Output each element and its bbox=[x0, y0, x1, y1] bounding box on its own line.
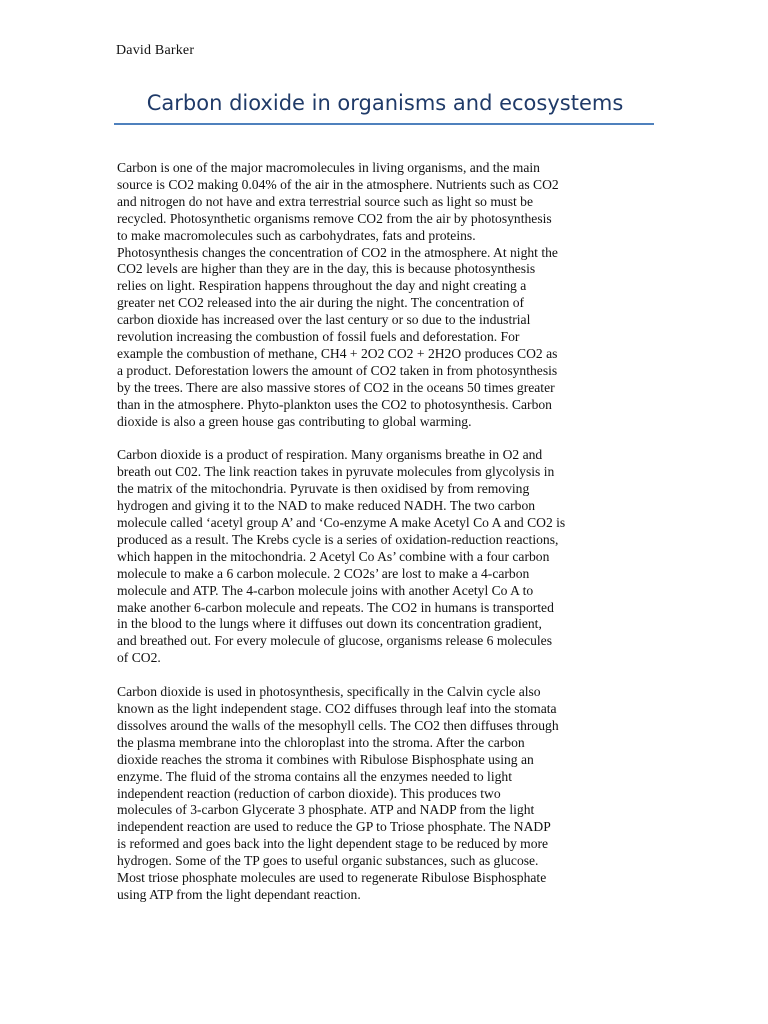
paragraph-respiration: Carbon dioxide is a product of respiration. Many organisms breathe in O2 and breath out C02. The link reaction takes in pyruvate molecules from glycolysis in the matrix of the mitochondria. Pyruvate is then oxidised by from removing hydrogen and giving it to the NAD to make reduced NADH. The two carbon molecule called ‘acetyl group A’ and ‘Co-enzyme A make Acetyl Co A and CO2 is produced as a result. The Krebs cycle is a series of oxidation-reduction reactions, which happen in the mitochondria. 2 Acetyl Co As’ combine with a four carbon molecule to make a 6 carbon molecule. 2 CO2s’ are lost to make a 4-carbon molecule and ATP. The 4-carbon molecule joins with another Acetyl Co A to make another 6-carbon molecule and repeats. The CO2 in humans is transported in the blood to the lungs where it diffuses out down its concentration gradient, and breathed out. For every molecule of glucose, organisms release 6 molecules of CO2. bbox=[117, 447, 566, 666]
title-underline-rule bbox=[114, 123, 654, 125]
paragraph-photosynthesis: Carbon dioxide is used in photosynthesis, specifically in the Calvin cycle also known as the light independent stage. CO2 diffuses through leaf into the stomata dissolves around the walls of the mesophyll cells. The CO2 then diffuses through the plasma membrane into the chloroplast into the stroma. After the carbon dioxide reaches the stroma it combines with Ribulose Bisphosphate using an enzyme. The fluid of the stroma contains all the enzymes needed to light independent reaction (reduction of carbon dioxide). This produces two molecules of 3-carbon Glycerate 3 phosphate. ATP and NADP from the light independent reaction are used to reduce the GP to Triose phosphate. The NADP is reformed and goes back into the light dependent stage to be reduced by more hydrogen. Some of the TP goes to useful organic substances, such as glucose. Most triose phosphate molecules are used to regenerate Ribulose Bisphosphate using ATP from the light dependant reaction. bbox=[117, 684, 559, 902]
document-body bbox=[117, 160, 653, 921]
document-title: Carbon dioxide in organisms and ecosystems bbox=[146, 91, 624, 115]
paragraph-carbon-cycle: Carbon is one of the major macromolecules in living organisms, and the main source is CO2 making 0.04% of the air in the atmosphere. Nutrients such as CO2 and nitrogen do not have and extra terrestrial source such as light so must be recycled. Photosynthetic organisms remove CO2 from the air by photosynthesis to make macromolecules such as carbohydrates, fats and proteins. Photosynthesis changes the concentration of CO2 in the atmosphere. At night the CO2 levels are higher than they are in the day, this is because photosynthesis relies on light. Respiration happens throughout the day and night creating a greater net CO2 released into the air during the night. The concentration of carbon dioxide has increased over the last century or so due to the industrial revolution increasing the combustion of fossil fuels and deforestation. For example the combustion of methane, CH4 + 2O2 CO2 + 2H2O produces CO2 as a product. Deforestation lowers the amount of CO2 taken in from photosynthesis by the trees. There are also massive stores of CO2 in the oceans 50 times greater than in the atmosphere. Phyto-plankton uses the CO2 to photosynthesis. Carbon dioxide is also a green house gas contributing to global warming. bbox=[117, 160, 559, 429]
author-name: David Barker bbox=[116, 43, 195, 58]
